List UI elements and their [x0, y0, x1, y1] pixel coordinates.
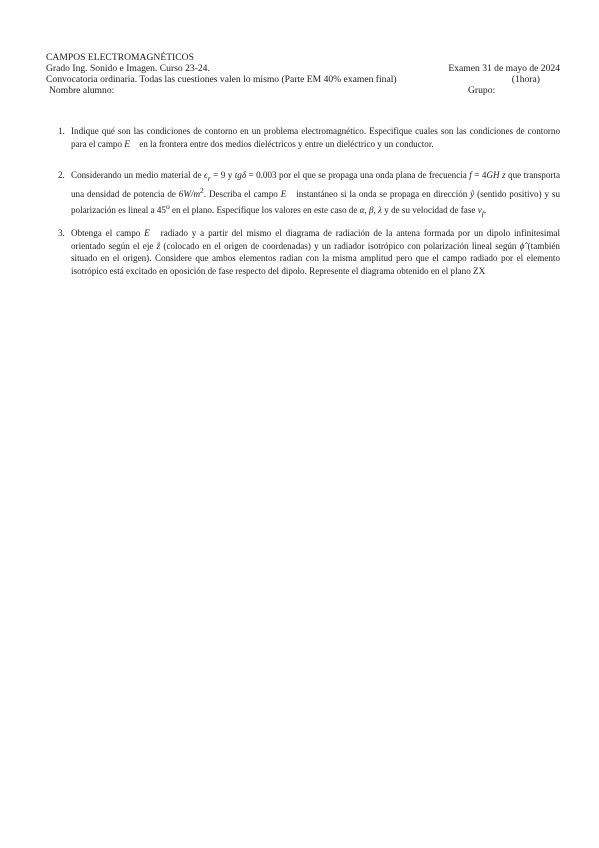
question-number: 2. [58, 170, 65, 180]
question-text: Considerando un medio material de $\epsilon_r = 9$ y tgδ = 0.003 por el que se propaga una onda plana de frecuencia f = 4GH z que transporta una densidad de potencia de $6W/m^2$. Describa el campo E⃗ instantáneo si la onda se propaga en dirección ŷ (sentido positivo) y su polarización es lineal a 45$^o$ en el plano. Especifique los valores en este caso de α, β, λ y de su velocidad de fase $v_f$. [71, 170, 561, 218]
question-number: 3. [58, 228, 65, 238]
question-3 [58, 227, 560, 277]
exam-date: Examen 31 de mayo de 2024 [448, 63, 560, 74]
group-label: Grupo: [468, 85, 496, 96]
question-1 [58, 125, 560, 150]
course-title: CAMPOS ELECTROMAGNÉTICOS [46, 52, 194, 63]
header-line-4 [46, 85, 560, 96]
question-text: Indique qué son las condiciones de contorno en un problema electromagnético. Especifique cuales son las condiciones de contorno para el campo E⃗ en la frontera entre dos medios dieléctricos y entre un dieléctrico y un conductor. [71, 126, 560, 149]
header-line-2 [46, 63, 560, 74]
field-symbol: E⃗ [124, 138, 137, 149]
student-name-label: Nombre alumno: [49, 85, 115, 96]
header-line-1 [46, 52, 560, 63]
question-number: 1. [58, 126, 65, 136]
header-line-3 [46, 74, 560, 85]
question-2 [58, 169, 560, 220]
degree-text: Grado Ing. Sonido e Imagen. Curso 23-24. [46, 63, 210, 74]
duration-text: (1hora) [511, 74, 540, 85]
call-text: Convocatoria ordinaria. Todas las cuestiones valen lo mismo (Parte EM 40% examen final) [46, 74, 397, 85]
question-text: Obtenga el campo E⃗ radiado y a partir del mismo el diagrama de radiación de la antena formada por un dipolo infinitesimal orientado según el eje ẑ (colocado en el origen de coordenadas) y un radiador isotrópico con polarización lineal según ϕ̂ (también situado en el origen). Considere que ambos elementos radian con la misma amplitud pero que el campo radiado por el elemento isotrópico está excitado en oposición de fase respecto del dipolo. Represente el diagrama obtenido en el plano ZX [71, 228, 560, 276]
